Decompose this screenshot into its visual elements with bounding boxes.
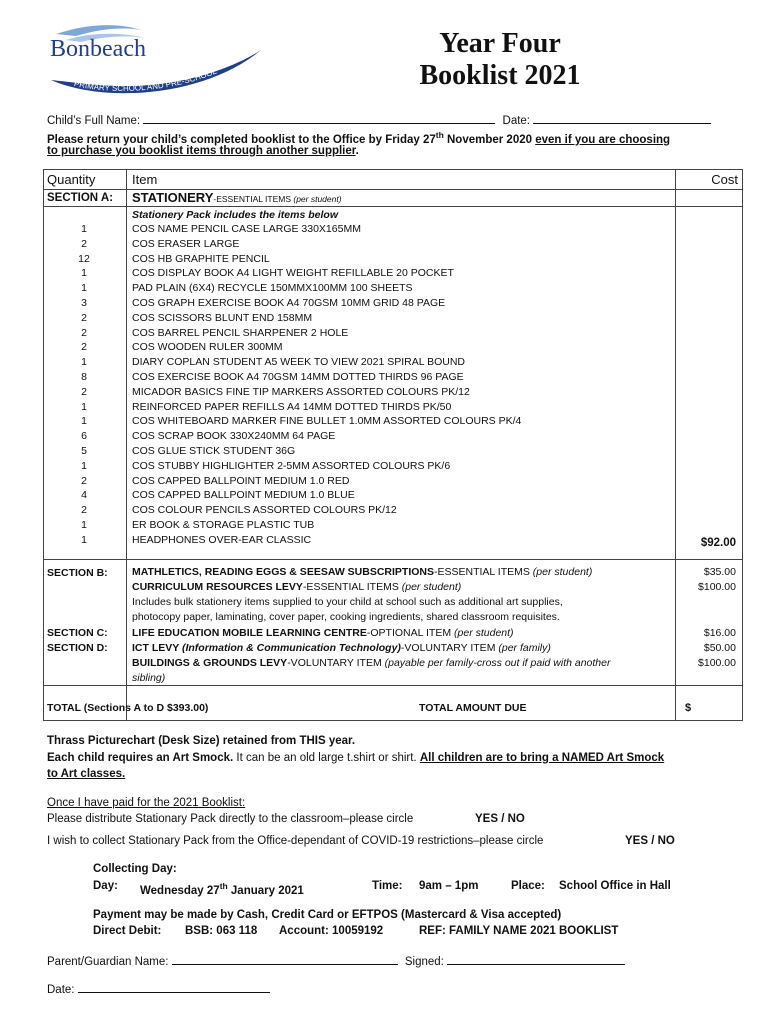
item-quantity: 2 xyxy=(81,311,87,324)
logo-arc-text: PRIMARY SCHOOL AND PRE-SCHOOL xyxy=(73,66,218,93)
list-item xyxy=(44,459,675,474)
item-quantity: 1 xyxy=(81,533,87,546)
list-item xyxy=(44,400,675,415)
item-name: COS SCRAP BOOK 330X240MM 64 PAGE xyxy=(132,430,336,443)
signoff-date-field[interactable] xyxy=(78,981,270,993)
title-line-2: Booklist 2021 xyxy=(419,60,581,91)
list-item xyxy=(44,533,675,548)
option-office: I wish to collect Stationary Pack from the Office-dependant of COVID-19 restrictions–please circle xyxy=(47,835,544,847)
section-a-cost: $92.00 xyxy=(700,537,736,549)
item-name: HEADPHONES OVER-EAR CLASSIC xyxy=(132,533,312,546)
item-quantity: 1 xyxy=(81,400,87,413)
item-name: DIARY COPLAN STUDENT A5 WEEK TO VIEW 2021 SPIRAL BOUND xyxy=(132,356,465,369)
smock-text: It can be an old large t.shirt or shirt. xyxy=(233,752,420,764)
total-due-label: TOTAL AMOUNT DUE xyxy=(419,702,527,714)
place-label: Place: xyxy=(511,880,545,892)
logo-graphic xyxy=(46,22,271,102)
section-b-divider xyxy=(44,559,742,560)
smock-underlined-2: to Art classes. xyxy=(47,768,126,780)
day-value-text: Wednesday 27 xyxy=(140,884,220,897)
date-label: Date: xyxy=(502,115,531,127)
section-c-label: SECTION C: xyxy=(47,627,108,639)
list-item xyxy=(44,355,675,370)
list-item xyxy=(44,252,675,267)
item-name: PAD PLAIN (6X4) RECYCLE 150MMX100MM 100 SHEETS xyxy=(132,282,413,295)
return-underlined-2: to purchase you booklist items through another supplier xyxy=(47,145,356,157)
item-name: COS COLOUR PENCILS ASSORTED COLOURS PK/12 xyxy=(132,504,397,517)
item-name: COS HB GRAPHITE PENCIL xyxy=(132,252,270,265)
signoff-date-row xyxy=(47,981,270,998)
item-quantity: 1 xyxy=(81,459,87,472)
list-item xyxy=(44,474,675,489)
b1-cost: $35.00 xyxy=(703,566,736,578)
b1-title: MATHLETICS, READING EGGS & SEESAW SUBSCRIPTIONS xyxy=(132,566,434,578)
section-a-title xyxy=(132,190,342,207)
item-name: ER BOOK & STORAGE PLASTIC TUB xyxy=(132,518,315,531)
b2-cost: $100.00 xyxy=(698,581,736,593)
option-office-choices[interactable]: YES / NO xyxy=(625,835,675,847)
item-name: COS NAME PENCIL CASE LARGE 330X165MM xyxy=(132,223,361,235)
stationery-items xyxy=(44,222,675,548)
day-value xyxy=(140,879,304,899)
item-quantity: 1 xyxy=(81,282,87,295)
col-item-header: Item xyxy=(132,172,158,187)
child-name-row xyxy=(47,112,711,129)
direct-debit-label: Direct Debit: xyxy=(93,925,162,937)
item-name: COS CAPPED BALLPOINT MEDIUM 1.0 RED xyxy=(132,474,350,487)
d1-cost: $50.00 xyxy=(703,642,736,654)
item-name: REINFORCED PAPER REFILLS A4 14MM DOTTED THIRDS PK/50 xyxy=(132,400,452,413)
item-quantity: 2 xyxy=(81,326,87,339)
item-quantity: 1 xyxy=(81,356,87,369)
c-desc: -OPTIONAL ITEM xyxy=(366,627,455,639)
bsb: BSB: 063 118 xyxy=(185,925,258,937)
time-value: 9am – 1pm xyxy=(419,880,479,892)
c-note: (per student) xyxy=(454,627,514,639)
item-quantity: 4 xyxy=(81,489,87,502)
item-quantity: 2 xyxy=(81,474,87,487)
title-line-1: Year Four xyxy=(439,28,561,59)
col-divider-2 xyxy=(675,170,676,720)
col-quantity-header: Quantity xyxy=(47,172,96,187)
return-text-2: November 2020 xyxy=(443,133,536,146)
list-item xyxy=(44,266,675,281)
collecting-day-label: Collecting Day: xyxy=(93,863,177,875)
b2-note: (per student) xyxy=(401,581,462,593)
item-quantity: 1 xyxy=(81,223,87,235)
signed-label: Signed: xyxy=(404,956,444,968)
list-item xyxy=(44,340,675,355)
list-item xyxy=(44,311,675,326)
c-row xyxy=(132,626,514,641)
total-due-field[interactable]: $ xyxy=(685,702,692,714)
d1-desc: -VOLUNTARY ITEM xyxy=(400,642,499,654)
item-name: COS WOODEN RULER 300MM xyxy=(132,341,283,354)
item-quantity: 6 xyxy=(81,430,87,443)
list-item xyxy=(44,222,675,237)
list-item xyxy=(44,237,675,252)
item-name: COS DISPLAY BOOK A4 LIGHT WEIGHT REFILLABLE 20 POCKET xyxy=(132,267,454,280)
d2-cost: $100.00 xyxy=(698,657,736,669)
item-quantity: 1 xyxy=(81,267,87,280)
return-sup: th xyxy=(435,130,444,140)
list-item xyxy=(44,385,675,400)
return-instruction-2 xyxy=(47,144,359,159)
return-end: . xyxy=(355,145,359,157)
guardian-name-field[interactable] xyxy=(172,953,398,965)
day-sup: th xyxy=(219,881,228,891)
item-quantity: 2 xyxy=(81,341,87,354)
list-item xyxy=(44,444,675,459)
list-item xyxy=(44,503,675,518)
list-item xyxy=(44,326,675,341)
signoff-date-label: Date: xyxy=(47,984,75,996)
list-item xyxy=(44,518,675,533)
item-name: COS EXERCISE BOOK A4 70GSM 14MM DOTTED THIRDS 96 PAGE xyxy=(132,370,464,383)
b1-row xyxy=(132,565,592,580)
return-text: Please return your child’s completed booklist to the Office by Friday 27 xyxy=(47,133,436,146)
item-name: COS GLUE STICK STUDENT 36G xyxy=(132,444,296,457)
d2-note-2: sibling) xyxy=(132,672,166,684)
item-name: COS ERASER LARGE xyxy=(132,237,240,250)
list-item xyxy=(44,429,675,444)
booklist-table xyxy=(43,169,743,721)
section-a-title-text: STATIONERY xyxy=(132,190,214,205)
day-label: Day: xyxy=(93,880,118,892)
time-label: Time: xyxy=(372,880,403,892)
date-field[interactable] xyxy=(533,112,711,124)
d2-title: BUILDINGS & GROUNDS LEVY xyxy=(132,657,288,669)
signature-field[interactable] xyxy=(447,953,625,965)
item-quantity: 2 xyxy=(81,504,87,517)
b2-line-1: Includes bulk stationery items supplied to your child at school such as additional art supplies, xyxy=(132,596,563,608)
item-name: MICADOR BASICS FINE TIP MARKERS ASSORTED COLOURS PK/12 xyxy=(132,385,470,398)
section-a-label: SECTION A: xyxy=(47,192,114,204)
option-classroom: Please distribute Stationary Pack directly to the classroom–please circle xyxy=(47,813,414,825)
col-cost-header: Cost xyxy=(711,172,738,187)
school-logo xyxy=(46,22,271,102)
item-name: COS STUBBY HIGHLIGHTER 2-5MM ASSORTED COLOURS PK/6 xyxy=(132,459,451,472)
pack-heading: Stationery Pack includes the items below xyxy=(132,209,338,221)
smock-bold: Each child requires an Art Smock. xyxy=(47,752,234,764)
d1-title-italic: (Information & Communication Technology) xyxy=(181,642,401,654)
b2-line-2: photocopy paper, laminating, cover paper, cooking ingredients, shared classroom requisites. xyxy=(132,611,560,623)
item-quantity: 2 xyxy=(81,237,87,250)
item-name: COS CAPPED BALLPOINT MEDIUM 1.0 BLUE xyxy=(132,489,355,502)
d2-desc: -VOLUNTARY ITEM xyxy=(287,657,385,669)
option-classroom-choices[interactable]: YES / NO xyxy=(475,813,525,825)
item-quantity: 1 xyxy=(81,415,87,428)
list-item xyxy=(44,370,675,385)
d1-note: (per family) xyxy=(498,642,551,654)
item-name: COS WHITEBOARD MARKER FINE BULLET 1.0MM ASSORTED COLOURS PK/4 xyxy=(132,415,522,428)
section-d-label: SECTION D: xyxy=(47,642,108,654)
child-name-field[interactable] xyxy=(143,112,495,124)
item-quantity: 3 xyxy=(81,296,87,309)
item-name: COS BARREL PENCIL SHARPENER 2 HOLE xyxy=(132,326,349,339)
item-quantity: 2 xyxy=(81,385,87,398)
smock-note xyxy=(47,751,664,766)
b2-desc: -ESSENTIAL ITEMS xyxy=(302,581,402,593)
thrass-note: Thrass Picturechart (Desk Size) retained from THIS year. xyxy=(47,735,356,747)
list-item xyxy=(44,281,675,296)
day-value-text-2: January 2021 xyxy=(227,884,304,897)
section-b-label: SECTION B: xyxy=(47,567,108,579)
once-paid-heading: Once I have paid for the 2021 Booklist: xyxy=(47,797,246,809)
item-name: COS GRAPH EXERCISE BOOK A4 70GSM 10MM GRID 48 PAGE xyxy=(132,296,446,309)
return-underlined-1: even if you are choosing xyxy=(535,133,671,146)
d2-note-1: (payable per family-cross out if paid with another xyxy=(384,657,611,669)
item-quantity: 12 xyxy=(78,252,90,265)
b2-title: CURRICULUM RESOURCES LEVY xyxy=(132,581,303,593)
d2-row xyxy=(132,656,610,671)
account-number: Account: 10059192 xyxy=(279,925,384,937)
place-value: School Office in Hall xyxy=(559,880,671,892)
c-cost: $16.00 xyxy=(703,627,736,639)
section-a-desc: -ESSENTIAL ITEMS xyxy=(213,194,294,204)
payment-reference: REF: FAMILY NAME 2021 BOOKLIST xyxy=(419,925,619,937)
item-name: COS SCISSORS BLUNT END 158MM xyxy=(132,311,313,324)
smock-underlined-1: All children are to bring a NAMED Art Smock xyxy=(419,752,665,764)
item-quantity: 8 xyxy=(81,370,87,383)
section-a-note: (per student) xyxy=(293,194,342,204)
page-title xyxy=(380,28,620,92)
list-item xyxy=(44,414,675,429)
c-title: LIFE EDUCATION MOBILE LEARNING CENTRE xyxy=(132,627,367,639)
b1-desc: -ESSENTIAL ITEMS xyxy=(434,566,533,578)
item-quantity: 1 xyxy=(81,518,87,531)
d1-title: ICT LEVY xyxy=(132,642,182,654)
guardian-row xyxy=(47,953,625,970)
item-quantity: 5 xyxy=(81,444,87,457)
list-item xyxy=(44,296,675,311)
list-item xyxy=(44,488,675,503)
b2-row xyxy=(132,580,461,595)
d1-row xyxy=(132,641,551,656)
payment-methods: Payment may be made by Cash, Credit Card or EFTPOS (Mastercard & Visa accepted) xyxy=(93,909,562,921)
child-name-label: Child’s Full Name: xyxy=(47,115,141,127)
logo-text: Bonbeach xyxy=(50,36,146,62)
total-label: TOTAL (Sections A to D $393.00) xyxy=(47,702,209,714)
guardian-label: Parent/Guardian Name: xyxy=(47,956,169,968)
b1-note: (per student) xyxy=(532,566,593,578)
